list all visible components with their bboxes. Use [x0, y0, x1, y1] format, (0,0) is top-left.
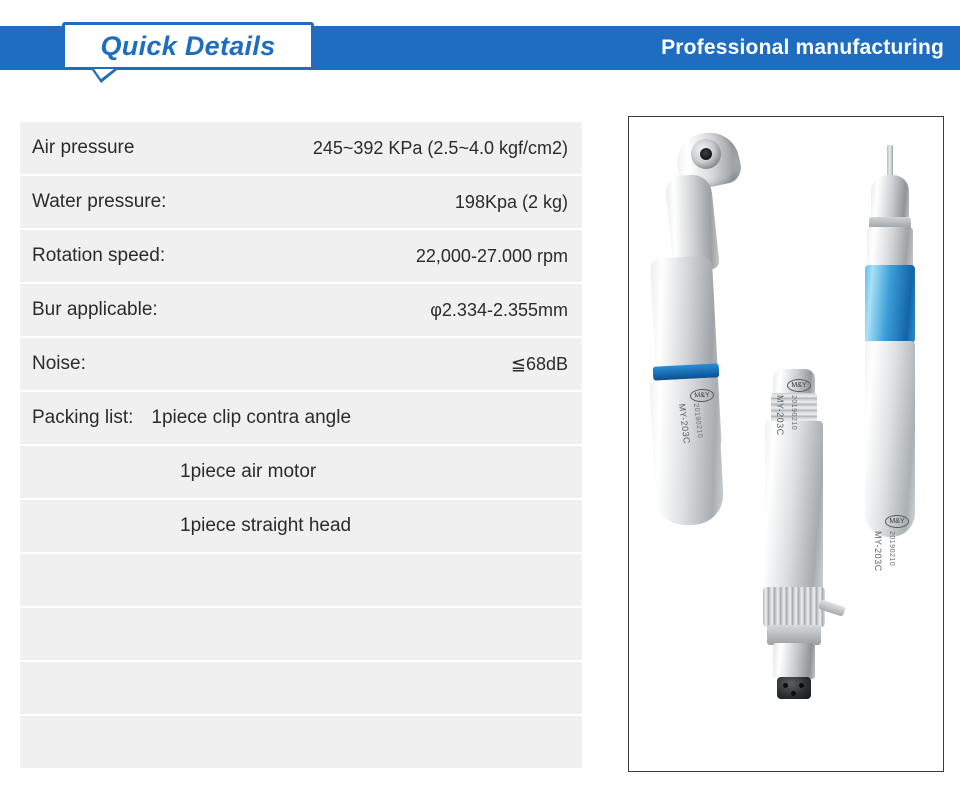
- spec-label: Air pressure: [32, 137, 135, 158]
- model-label: MY-203C: [677, 403, 692, 445]
- spec-label: Packing list:: [32, 407, 134, 428]
- model-label: MY-203C: [775, 395, 785, 436]
- spec-label: Noise:: [32, 353, 86, 374]
- brand-logo: M&Y: [690, 388, 715, 402]
- air-motor-port-hole: [799, 683, 804, 688]
- title-tab-pointer-inner-icon: [94, 69, 114, 79]
- code-label: 20190210: [692, 403, 704, 439]
- straight-head-bur-tip: [887, 145, 893, 179]
- straight-head-blue-band: [865, 265, 915, 343]
- product-image-panel: [628, 116, 944, 772]
- table-row: [20, 500, 582, 552]
- air-motor-connector: [773, 643, 815, 679]
- section-title-tab: [62, 22, 314, 70]
- straight-head-mid-section: [867, 227, 913, 269]
- table-row: [20, 554, 582, 606]
- table-row: [20, 338, 582, 390]
- spec-value: ≦68dB: [510, 353, 568, 374]
- air-motor-port-hole: [783, 683, 788, 688]
- table-row: [20, 608, 582, 660]
- table-row: [20, 392, 582, 444]
- table-row: [20, 662, 582, 714]
- spec-value: φ2.334-2.355mm: [430, 299, 568, 320]
- contra-angle-bur-hole: [700, 148, 712, 160]
- spec-label: Bur applicable:: [32, 299, 158, 320]
- table-row: [20, 230, 582, 282]
- table-row: [20, 284, 582, 336]
- brand-logo: M&Y: [787, 379, 811, 392]
- specification-table: [20, 122, 582, 770]
- air-motor-body: [765, 421, 823, 597]
- code-label: 20190210: [790, 395, 797, 431]
- brand-logo: M&Y: [885, 515, 909, 528]
- header-tagline: Professional manufacturing: [661, 36, 944, 59]
- table-row: [20, 176, 582, 228]
- air-motor-knurled-ring: [763, 587, 825, 627]
- straight-head-nose: [871, 175, 909, 221]
- spec-value: 1piece clip contra angle: [151, 407, 352, 428]
- table-row: [20, 446, 582, 498]
- model-label: MY-203C: [873, 531, 883, 572]
- spec-label: Rotation speed:: [32, 245, 166, 266]
- table-row: [20, 122, 582, 174]
- spec-value: 245~392 KPa (2.5~4.0 kgf/cm2): [312, 137, 568, 158]
- air-motor-lower-ring: [767, 625, 821, 645]
- code-label: 20190210: [888, 531, 895, 567]
- spec-value: 1piece straight head: [180, 515, 352, 536]
- table-row: [20, 716, 582, 768]
- spec-label: Water pressure:: [32, 191, 167, 212]
- straight-head-body: [865, 341, 915, 537]
- spec-value: 1piece air motor: [180, 461, 317, 482]
- air-motor-port-hole: [791, 691, 796, 696]
- page-title: Quick Details: [100, 30, 276, 61]
- spec-value: 198Kpa (2 kg): [454, 191, 568, 212]
- contra-angle-grip: [649, 377, 725, 526]
- spec-value: 22,000-27.000 rpm: [415, 245, 568, 266]
